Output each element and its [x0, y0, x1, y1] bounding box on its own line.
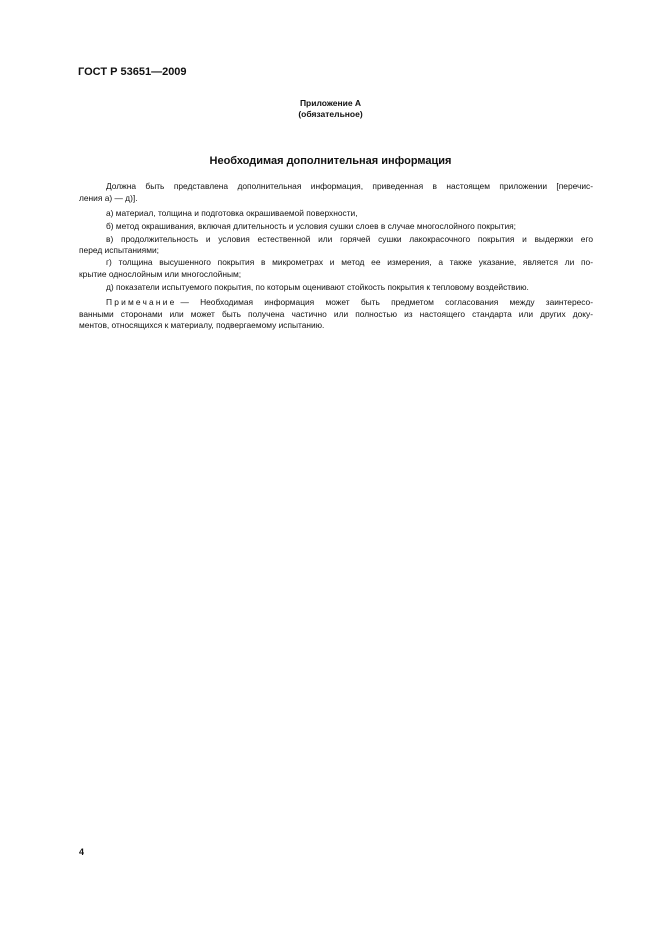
list-item-a: а) материал, толщина и подготовка окрашиваемой поверхности, — [106, 208, 358, 218]
standard-number-header: ГОСТ Р 53651—2009 — [78, 66, 187, 78]
note-line: ванными сторонами или может быть получена частично или полностью из настоящего стандарта или других доку- — [79, 309, 593, 319]
annex-status: (обязательное) — [298, 109, 363, 119]
note-first-line — [79, 297, 593, 308]
intro-line: ления а) — д)]. — [79, 193, 138, 203]
list-item-b: б) метод окрашивания, включая длительность и условия сушки слоев в случае многослойного покрытия; — [106, 221, 517, 231]
list-item-v: в) продолжительность и условия естественной или горячей сушки лакокрасочного покрытия и выдержки его — [106, 234, 593, 244]
annex-title: Необходимая дополнительная информация — [209, 155, 452, 167]
annex-label: Приложение А — [299, 98, 362, 108]
note-label: Примечание — [106, 297, 177, 307]
intro-line: Должна быть представлена дополнительная информация, приведенная в настоящем приложении [перечис- — [106, 181, 593, 191]
list-item-g: г) толщина высушенного покрытия в микрометрах и метод ее измерения, а также указание, является ли по- — [106, 257, 593, 267]
note-text: — Необходимая информация может быть предметом согласования между заинтересо- — [180, 297, 593, 307]
page-number: 4 — [79, 847, 85, 857]
list-item-d: д) показатели испытуемого покрытия, по которым оценивают стойкость покрытия к тепловому воздействию. — [106, 282, 529, 292]
note-line: ментов, относящихся к материалу, подвергаемому испытанию. — [79, 320, 325, 330]
list-item-g-cont: крытие однослойным или многослойным; — [79, 269, 242, 279]
list-item-v-cont: перед испытаниями; — [79, 245, 159, 255]
